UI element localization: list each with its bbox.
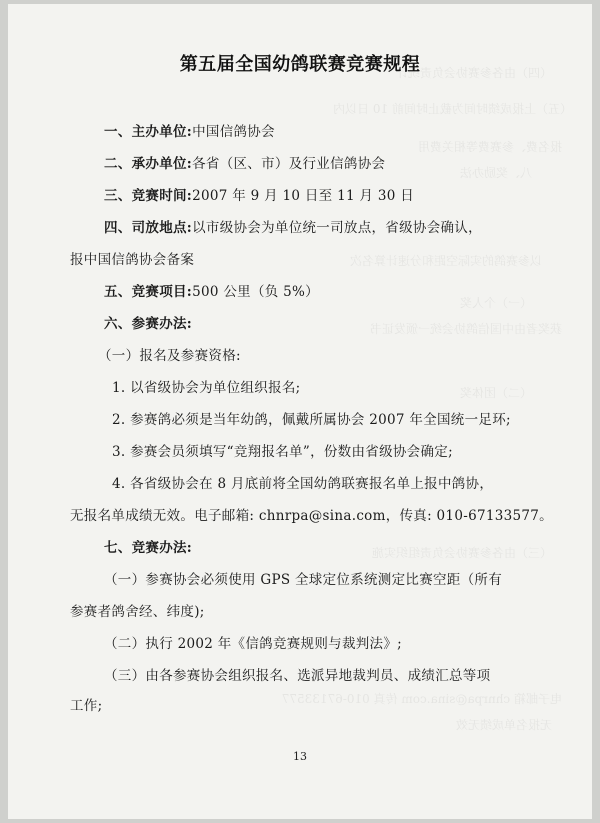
list-item: 4. 各省级协会在 8 月底前将全国幼鸽联赛报名单上报中鸽协，: [112, 476, 494, 492]
list-item-cont: 无报名单成绩无效。电子邮箱: chnrpa@sina.com，传真: 010-67133577。: [70, 508, 553, 524]
section-host: [104, 152, 385, 172]
section-label: 三、竞赛时间:: [104, 188, 193, 204]
list-item: 2. 参赛鸽必须是当年幼鸽，佩戴所属协会 2007 年全国统一足环;: [112, 412, 511, 428]
page-number: 13: [293, 750, 307, 763]
section-release-site: [104, 216, 482, 236]
section-value: 500 公里（负 5%）: [192, 284, 319, 300]
paragraph: （一）参赛协会必须使用 GPS 全球定位系统测定比赛空距（所有: [104, 572, 502, 588]
section-value: 2007 年 9 月 10 日至 11 月 30 日: [192, 188, 414, 204]
section-event: [104, 280, 319, 300]
paragraph: （二）执行 2002 年《信鸽竞赛规则与裁判法》;: [104, 636, 402, 652]
subsection-registration: （一）报名及参赛资格:: [98, 348, 241, 364]
list-item: 3. 参赛会员须填写“竞翔报名单”，份数由省级协会确定;: [112, 444, 453, 460]
section-release-site-cont: 报中国信鸽协会备案: [70, 252, 195, 268]
section-participation-label: 六、参赛办法:: [104, 316, 193, 332]
document-page: [8, 4, 592, 819]
section-time: [104, 184, 414, 204]
section-value: 各省（区、市）及行业信鸽协会: [192, 156, 386, 172]
section-value: 中国信鸽协会: [192, 124, 275, 140]
section-label: 四、司放地点:: [104, 220, 193, 236]
paragraph: （三）由各参赛协会组织报名、选派异地裁判员、成绩汇总等项: [104, 668, 491, 684]
section-value: 以市级协会为单位统一司放点，省级协会确认，: [192, 220, 482, 236]
section-competition-label: 七、竞赛办法:: [104, 540, 193, 556]
section-label: 五、竞赛项目:: [104, 284, 193, 300]
section-organizer: [104, 120, 275, 140]
bleed-through-text: （四）由各参赛协会负责统计 （五）上报成绩时间为截止时间前 10 日以内 报名费、参赛费等相关费用 八、奖励办法 以参赛鸽的实际空距和分速计算名次 （一）个人奖 获奖者由中国信鸽协会统一颁发证书 （二）团体奖 （三）由各参赛协会负责组织实施 电子邮箱 chnrpa@sina.com 传真 010-67133577 无报名单成绩无效: [281, 66, 572, 732]
list-item: 1. 以省级协会为单位组织报名;: [112, 380, 301, 396]
document-title: 第五届全国幼鸽联赛竞赛规程: [179, 54, 421, 75]
section-label: 一、主办单位:: [104, 124, 193, 140]
paragraph-cont: 参赛者鸽舍经、纬度);: [70, 604, 205, 620]
paragraph-cont: 工作;: [70, 698, 103, 714]
section-label: 二、承办单位:: [104, 156, 193, 172]
